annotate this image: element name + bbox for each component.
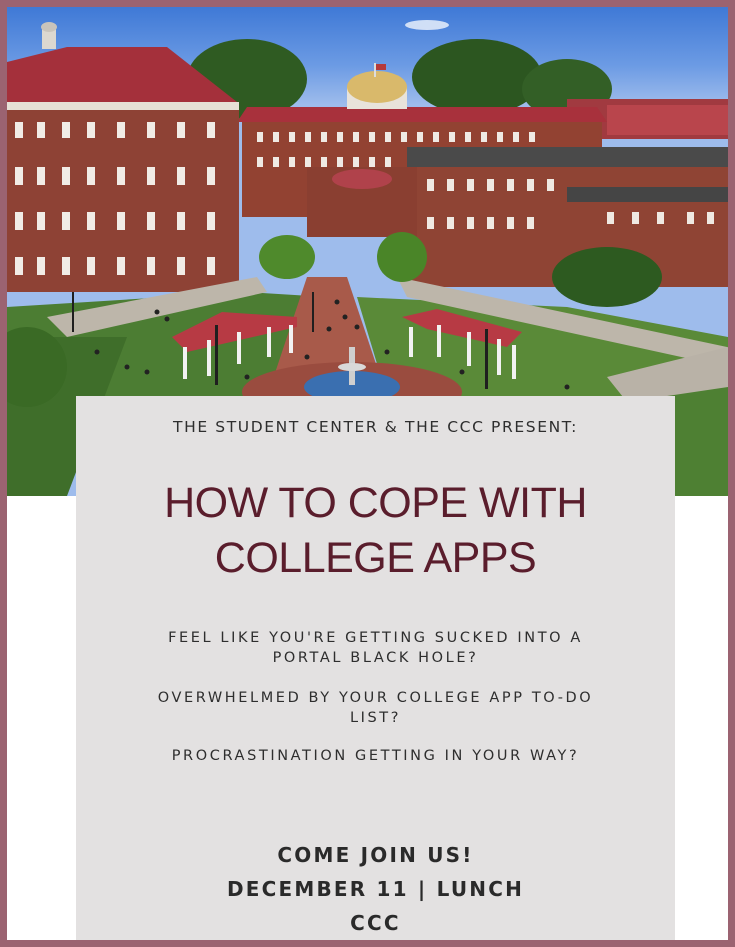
headline xyxy=(76,476,675,586)
cta-date-time: DECEMBER 11 | LUNCH xyxy=(226,877,525,901)
event-card xyxy=(76,396,675,947)
headline-line-1: HOW TO COPE WITH xyxy=(164,479,587,527)
question-1: FEEL LIKE YOU'RE GETTING SUCKED INTO A PORTAL BLACK HOLE? xyxy=(168,630,583,666)
question-2: OVERWHELMED BY YOUR COLLEGE APP TO-DO LIST? xyxy=(157,690,594,726)
presenter-line: THE STUDENT CENTER & THE CCC PRESENT: xyxy=(173,418,578,436)
question-3: PROCRASTINATION GETTING IN YOUR WAY? xyxy=(171,748,580,764)
cta-join: COME JOIN US! xyxy=(277,843,474,867)
cta-location: CCC xyxy=(350,911,401,935)
headline-line-2: COLLEGE APPS xyxy=(214,534,537,582)
